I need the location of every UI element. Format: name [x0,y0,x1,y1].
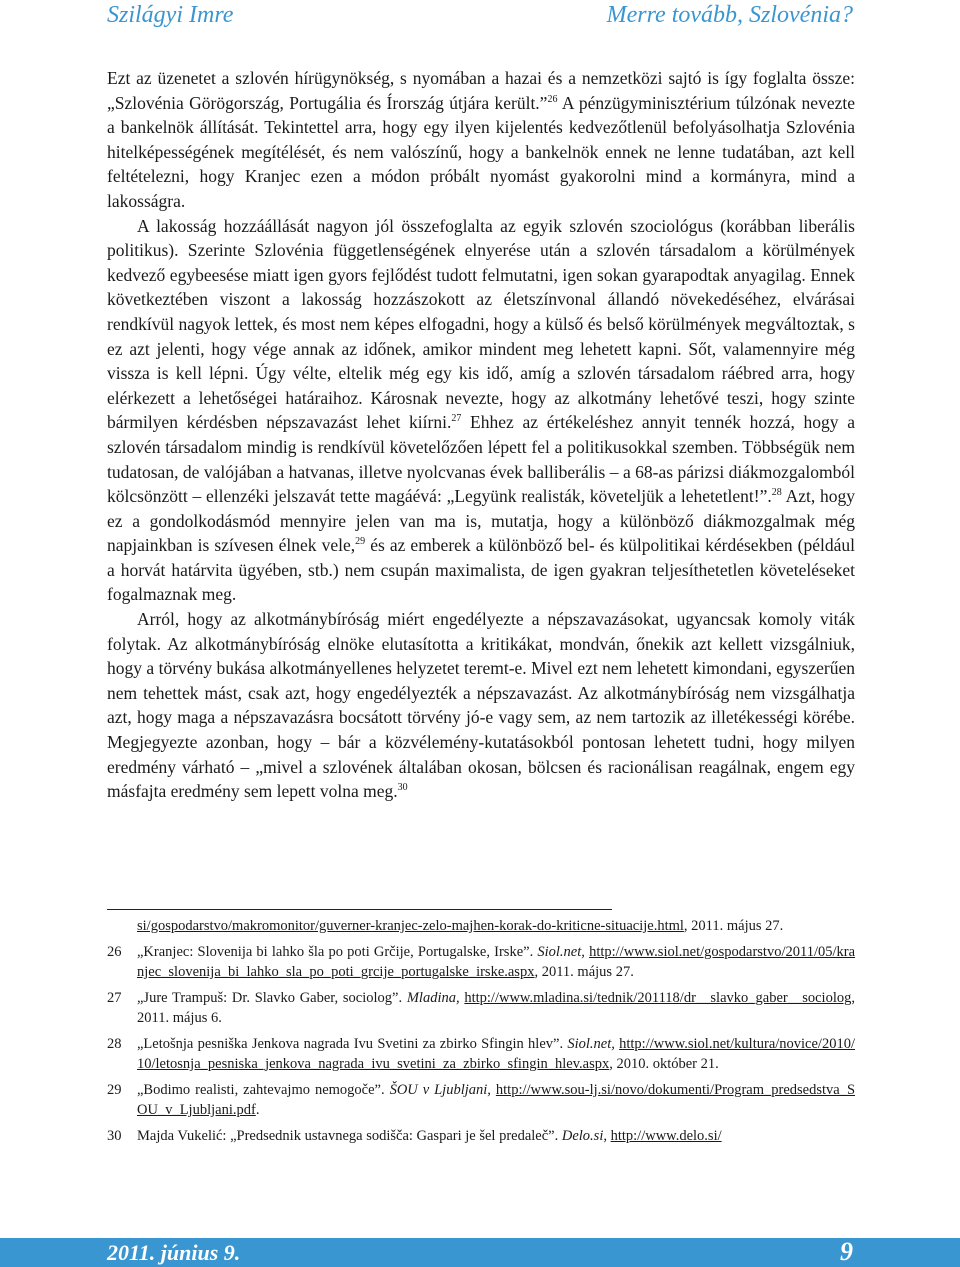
footnote-separator [107,909,612,910]
footnote-ref-26[interactable]: 26 [547,93,558,105]
paragraph-3: Arról, hogy az alkotmánybíróság miért engedélyezte a népszavazásokat, ugyancsak komoly viták folytak. Az alkotmánybíróság elnöke elutasította a kritikákat, mondván, őnekik azt kellett vizsgálniuk, hogy a törvény bukása alkotmányellenes helyzetet teremt-e. Mivel ezt nem lehetett kimondani, egyszerűen nem tehettek mást, csak azt, hogy engedélyezték a népszavazást. Az alkotmánybíróság nem vizsgálhatja azt, hogy maga a népszavazásra bocsátott törvény jó-e vagy sem, az nem tartozik az illetékességi körébe. Megjegyezte azonban, hogy – bár a közvélemény-kutatásokból pontosan lehetett tudni, hogy milyen eredmény várható – „mivel a szlovének általában okosan, bölcsen és racionálisan reagálnak, engem egy másfajta eredmény sem lepett volna meg.$^{30}$ [107,609,855,802]
footnote-ref-27[interactable]: 27 [451,413,462,425]
footnote-27: 27 „Jure Trampuš: Dr. Slavko Gaber, sociolog”. Mladina, http://www.mladina.si/tednik/201118/dr__slavko_gaber__sociolog, 2011. május 6. [107,990,855,1026]
running-head-author: Szilágyi Imre [107,2,234,28]
running-head-title: Merre tovább, Szlovénia? [606,2,853,28]
footnote-ref-29[interactable]: 29 [355,536,366,548]
footnote-link[interactable]: http://www.sou-lj.si/novo/dokumenti/Program_predsedstva_SOU_v_Ljubljani.pdf [137,1082,856,1118]
footnote-ref-28[interactable]: 28 [771,487,782,499]
footer-date: 2011. június 9. [107,1240,241,1265]
footnote-continued: si/gospodarstvo/makromonitor/guverner-kranjec-zelo-majhen-korak-do-kriticne-situacije.html, 2011. május 27. [137,918,784,934]
footnote-ref-30[interactable]: 30 [397,782,408,794]
footnote-link[interactable]: http://www.siol.net/gospodarstvo/2011/05/kranjec_slovenija_bi_lahko_sla_po_poti_grcije_portugalske_irske.aspx [137,944,856,980]
article-body [107,66,855,804]
footnote-link[interactable]: http://www.siol.net/kultura/novice/2010/10/letosnja_pesniska_jenkova_nagrada_ivu_svetini_za_zbirko_sfingin_hlev.aspx [137,1036,855,1072]
footnote-link[interactable]: http://www.delo.si/ [610,1128,722,1144]
footnote-26: 26 „Kranjec: Slovenija bi lahko šla po poti Grčije, Portugalske, Irske”. Siol.net, http://www.siol.net/gospodarstvo/2011/05/kranjec_slovenija_bi_lahko_sla_po_poti_grcije_portugalske_irske.aspx, 2011. május 27. [107,944,856,980]
footnote-29: 29 „Bodimo realisti, zahtevajmo nemogoče”. ŠOU v Ljubljani, http://www.sou-lj.si/novo/dokumenti/Program_predsedstva_SOU_v_Ljubljani.pdf. [107,1082,856,1118]
page-header [0,0,960,34]
footnote-28: 28 „Letošnja pesniška Jenkova nagrada Ivu Svetini za zbirko Sfingin hlev”. Siol.net, http://www.siol.net/kultura/novice/2010/10/letosnja_pesniska_jenkova_nagrada_ivu_svetini_za_zbirko_sfingin_hlev.aspx, 2010. október 21. [107,1036,855,1072]
paragraph-1: Ezt az üzenetet a szlovén hírügynökség, s nyomában a hazai és a nemzetközi sajtó is így foglalta össze: „Szlovénia Görögország, Portugália és Írország útjára került.”$^{26}$ A pénzügyminisztérium túlzónak nevezte a bankelnök állítását. Tekintettel arra, hogy egy ilyen kijelentés kedvezőtlenül befolyásolhatja Szlovénia hitelképességének megítélését, és nem valószínű, hogy a bankelnök ennek ne lenne tudatában, azt kell feltételezni, hogy Kranjec ezen a módon próbált nyomást gyakorolni mind a kormányra, mind a lakosságra. [107,68,855,211]
footnote-30: 30 Majda Vukelić: „Predsednik ustavnega sodišča: Gaspari je šel predaleč”. Delo.si, http://www.delo.si/ [107,1128,722,1144]
footnotes [107,916,855,1152]
footnote-link[interactable]: http://www.mladina.si/tednik/201118/dr__slavko_gaber__sociolog [464,990,852,1006]
page-number: 9 [840,1237,853,1266]
footnote-link[interactable]: si/gospodarstvo/makromonitor/guverner-kranjec-zelo-majhen-korak-do-kriticne-situacije.html [137,918,684,934]
paragraph-2: A lakosság hozzáállását nagyon jól összefoglalta az egyik szlovén szociológus (korábban liberális politikus). Szerinte Szlovénia függetlenségének elnyerése után a szlovén társadalom a körülmények kedvező egybeesése miatt igen gyors fejlődést tudott felmutatni, igen sokan gyarapodtak anyagilag. Ennek következtében viszont a lakosság hozzászokott az életszínvonal állandó növekedéséhez, elvárásai rendkívül nagyok lettek, és most nem képes elfogadni, hogy a külső és belső körülmények megváltoztak, s ez azt jelenti, hogy vége annak az időnek, amikor mindent meg lehetett kapni. Sőt, valamennyire még vissza is kell lépni. Úgy vélte, eltelik még egy kis idő, amíg a szlovén társadalom ráébred arra, hogy elérkezett a lehetőségei határaihoz. Károsnak nevezte, hogy az alkotmány lehetővé teszi, hogy szinte bármilyen kérdésben népszavazást lehet kiírni.$^{27}$ Ehhez az értékeléshez annyit tennék hozzá, hogy a szlovén társadalom mindig is rendkívül követelőzően lépett fel a politikusokkal szemben. Többségük nem tudatosan, de valójában a hatvanas, illetve nyolcvanas évek balliberális – a 68-as párizsi diákmozgalomból kölcsönzött – ellenzéki jelszavát tette magáévá: „Legyünk realisták, követeljük a lehetetlent!”.$^{28}$ Azt, hogy ez a gondolkodásmód mennyire jelen van ma is, mutatja, hogy a különböző diákmozgalmak még napjainkban is szívesen élnek vele,$^{29}$ és az emberek a különböző bel- és külpolitikai kérdésekben (például a horvát határvita ügyében, stb.) nem csupán maximalista, de igen gyakran teljesíthetetlen követeléseket fogalmaznak meg. [107,215,855,605]
